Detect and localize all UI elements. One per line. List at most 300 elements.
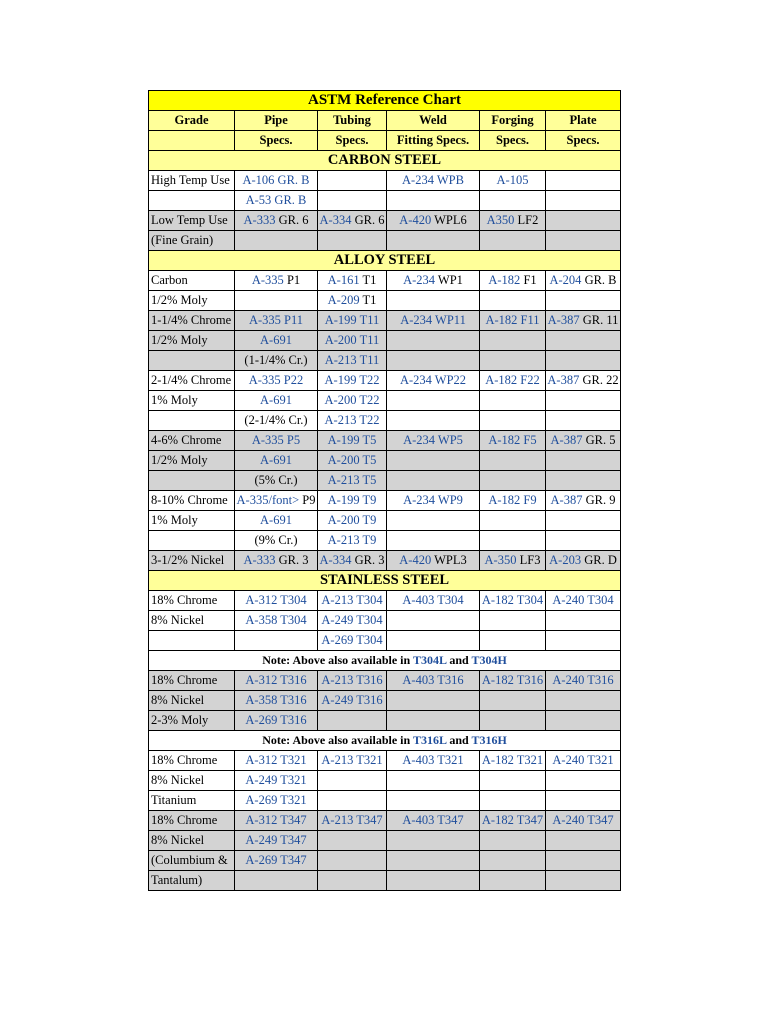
spec-code: A-213 T304 bbox=[321, 593, 383, 607]
cell-tubing bbox=[318, 611, 387, 631]
cell-tubing bbox=[318, 831, 387, 851]
cell-grade bbox=[149, 231, 235, 251]
cell-weld bbox=[387, 471, 480, 491]
grade-label: 18% Chrome bbox=[151, 813, 218, 827]
cell-forging bbox=[480, 551, 546, 571]
header-grade: Grade bbox=[149, 111, 235, 131]
spec-code: A-106 GR. B bbox=[242, 173, 310, 187]
note-grade: T316H bbox=[471, 733, 507, 747]
table-row bbox=[149, 191, 621, 211]
cell-grade bbox=[149, 271, 235, 291]
spec-suffix: LF2 bbox=[514, 213, 539, 227]
cell-grade bbox=[149, 611, 235, 631]
cell-forging bbox=[480, 511, 546, 531]
cell-tubing bbox=[318, 231, 387, 251]
note-label: Note: Above also available in bbox=[262, 733, 413, 747]
cell-grade bbox=[149, 671, 235, 691]
cell-weld bbox=[387, 851, 480, 871]
spec-code: A-209 bbox=[327, 293, 360, 307]
cell-weld bbox=[387, 831, 480, 851]
spec-code: A-182 F22 bbox=[485, 373, 540, 387]
grade-label: 8-10% Chrome bbox=[151, 493, 228, 507]
cell-plate bbox=[546, 711, 621, 731]
spec-code: A-334 bbox=[319, 213, 352, 227]
grade-label: 1-1/4% Chrome bbox=[151, 313, 232, 327]
cell-pipe bbox=[235, 291, 318, 311]
spec-code: A-249 T321 bbox=[245, 773, 307, 787]
table-row bbox=[149, 471, 621, 491]
cell-weld bbox=[387, 711, 480, 731]
cell-pipe bbox=[235, 471, 318, 491]
header-forging: Forging bbox=[480, 111, 546, 131]
table-row bbox=[149, 531, 621, 551]
cell-weld bbox=[387, 431, 480, 451]
spec-code: A-213 T321 bbox=[321, 753, 383, 767]
cell-plate bbox=[546, 671, 621, 691]
table-row bbox=[149, 671, 621, 691]
spec-code: A-335 bbox=[251, 273, 284, 287]
cell-forging bbox=[480, 811, 546, 831]
spec-suffix: GR. 11 bbox=[579, 313, 619, 327]
cell-forging bbox=[480, 531, 546, 551]
spec-code: A-199 T11 bbox=[324, 313, 380, 327]
chart-body bbox=[149, 91, 621, 891]
cell-weld bbox=[387, 531, 480, 551]
cell-forging bbox=[480, 391, 546, 411]
section-header-row bbox=[149, 571, 621, 591]
spec-code: A-387 bbox=[550, 433, 583, 447]
cell-pipe bbox=[235, 831, 318, 851]
grade-label: 2-3% Moly bbox=[151, 713, 209, 727]
spec-code: A-200 T5 bbox=[327, 453, 377, 467]
header-plate: Plate bbox=[546, 111, 621, 131]
note-grade: T316L bbox=[412, 733, 447, 747]
cell-plate bbox=[546, 871, 621, 891]
grade-label: 8% Nickel bbox=[151, 833, 205, 847]
spec-code: A-312 T316 bbox=[245, 673, 307, 687]
spec-suffix: GR. 6 bbox=[275, 213, 309, 227]
grade-label: 8% Nickel bbox=[151, 613, 205, 627]
cell-weld bbox=[387, 551, 480, 571]
spec-suffix: T1 bbox=[359, 273, 377, 287]
spec-code: A-182 T316 bbox=[481, 673, 544, 687]
cell-grade bbox=[149, 691, 235, 711]
grade-label: Titanium bbox=[151, 793, 197, 807]
cell-weld bbox=[387, 751, 480, 771]
cell-plate bbox=[546, 411, 621, 431]
spec-suffix: GR. 6 bbox=[351, 213, 385, 227]
cell-weld bbox=[387, 391, 480, 411]
cell-tubing bbox=[318, 591, 387, 611]
cell-forging bbox=[480, 611, 546, 631]
grade-label: Tantalum) bbox=[151, 873, 203, 887]
spec-code: A-234 bbox=[403, 273, 436, 287]
header-tubing-sub: Specs. bbox=[318, 131, 387, 151]
cell-weld bbox=[387, 611, 480, 631]
cell-forging bbox=[480, 751, 546, 771]
spec-code: A-691 bbox=[260, 333, 292, 347]
grade-label: 1/2% Moly bbox=[151, 453, 208, 467]
cell-plate bbox=[546, 771, 621, 791]
spec-suffix: WP1 bbox=[435, 273, 463, 287]
cell-plate bbox=[546, 371, 621, 391]
cell-forging bbox=[480, 431, 546, 451]
cell-pipe bbox=[235, 511, 318, 531]
cell-forging bbox=[480, 231, 546, 251]
cell-grade bbox=[149, 591, 235, 611]
cell-weld bbox=[387, 351, 480, 371]
cell-forging bbox=[480, 591, 546, 611]
spec-code: A-199 T22 bbox=[324, 373, 380, 387]
header-row-2 bbox=[149, 131, 621, 151]
cell-grade bbox=[149, 511, 235, 531]
cell-forging bbox=[480, 851, 546, 871]
spec-code: A-213 T5 bbox=[327, 473, 377, 487]
cell-forging bbox=[480, 351, 546, 371]
section-title: STAINLESS STEEL bbox=[149, 571, 621, 591]
cell-forging bbox=[480, 271, 546, 291]
cell-grade bbox=[149, 631, 235, 651]
spec-code: A-387 bbox=[550, 493, 583, 507]
cell-weld bbox=[387, 411, 480, 431]
cell-tubing bbox=[318, 451, 387, 471]
cell-tubing bbox=[318, 311, 387, 331]
cell-forging bbox=[480, 411, 546, 431]
table-row bbox=[149, 691, 621, 711]
cell-tubing bbox=[318, 791, 387, 811]
cell-tubing bbox=[318, 531, 387, 551]
spec-suffix: GR. 3 bbox=[351, 553, 385, 567]
spec-code: A-334 bbox=[319, 553, 352, 567]
cell-forging bbox=[480, 211, 546, 231]
cell-weld bbox=[387, 451, 480, 471]
cell-pipe bbox=[235, 771, 318, 791]
cell-pipe bbox=[235, 431, 318, 451]
cell-plate bbox=[546, 311, 621, 331]
spec-code: A-234 WP22 bbox=[399, 373, 467, 387]
spec-suffix: GR. D bbox=[581, 553, 617, 567]
table-row bbox=[149, 351, 621, 371]
cell-tubing bbox=[318, 371, 387, 391]
grade-label: (Columbium & bbox=[151, 853, 228, 867]
grade-label: Low Temp Use bbox=[151, 213, 228, 227]
cell-forging bbox=[480, 871, 546, 891]
cell-plate bbox=[546, 191, 621, 211]
cell-tubing bbox=[318, 851, 387, 871]
cell-weld bbox=[387, 771, 480, 791]
cell-plate bbox=[546, 511, 621, 531]
cell-pipe bbox=[235, 811, 318, 831]
table-row bbox=[149, 811, 621, 831]
cell-weld bbox=[387, 511, 480, 531]
spec-code: A-335 P22 bbox=[248, 373, 304, 387]
note-label: and bbox=[446, 733, 472, 747]
spec-code: A-249 T316 bbox=[321, 693, 383, 707]
spec-code: A350 bbox=[486, 213, 515, 227]
cell-pipe bbox=[235, 211, 318, 231]
spec-code: A-199 T9 bbox=[327, 493, 377, 507]
spec-code: A-249 T347 bbox=[245, 833, 307, 847]
spec-code: A-182 F11 bbox=[485, 313, 540, 327]
spec-code: A-269 T316 bbox=[245, 713, 307, 727]
cell-pipe bbox=[235, 271, 318, 291]
cell-grade bbox=[149, 451, 235, 471]
cell-grade bbox=[149, 871, 235, 891]
note-label: Note: Above also available in bbox=[262, 653, 413, 667]
cell-tubing bbox=[318, 271, 387, 291]
cell-plate bbox=[546, 611, 621, 631]
note-text bbox=[149, 731, 621, 751]
cell-forging bbox=[480, 471, 546, 491]
cell-tubing bbox=[318, 471, 387, 491]
cell-forging bbox=[480, 691, 546, 711]
section-header-row bbox=[149, 251, 621, 271]
table-row bbox=[149, 771, 621, 791]
section-title: ALLOY STEEL bbox=[149, 251, 621, 271]
cell-plate bbox=[546, 851, 621, 871]
grade-label: 4-6% Chrome bbox=[151, 433, 222, 447]
spec-code: A-403 T321 bbox=[402, 753, 464, 767]
cell-plate bbox=[546, 831, 621, 851]
spec-suffix: P9 bbox=[299, 493, 316, 507]
header-pipe: Pipe bbox=[235, 111, 318, 131]
header-plate-sub: Specs. bbox=[546, 131, 621, 151]
cell-grade bbox=[149, 551, 235, 571]
cell-tubing bbox=[318, 691, 387, 711]
spec-code: A-240 T347 bbox=[552, 813, 614, 827]
cell-forging bbox=[480, 671, 546, 691]
cell-pipe bbox=[235, 171, 318, 191]
note-grade: T304H bbox=[471, 653, 507, 667]
table-row bbox=[149, 611, 621, 631]
cell-plate bbox=[546, 491, 621, 511]
cell-tubing bbox=[318, 291, 387, 311]
cell-forging bbox=[480, 451, 546, 471]
table-row bbox=[149, 331, 621, 351]
spec-code: A-312 T347 bbox=[245, 813, 307, 827]
table-row bbox=[149, 291, 621, 311]
grade-label: 18% Chrome bbox=[151, 673, 218, 687]
cell-grade bbox=[149, 711, 235, 731]
header-forging-sub: Specs. bbox=[480, 131, 546, 151]
spec-code: A-358 T304 bbox=[245, 613, 307, 627]
note-row bbox=[149, 651, 621, 671]
cell-grade bbox=[149, 811, 235, 831]
spec-code: A-333 bbox=[243, 213, 276, 227]
spec-suffix: LF3 bbox=[516, 553, 541, 567]
cell-plate bbox=[546, 531, 621, 551]
spec-code: A-335 P11 bbox=[248, 313, 304, 327]
cell-pipe bbox=[235, 411, 318, 431]
cell-pipe bbox=[235, 751, 318, 771]
cell-forging bbox=[480, 171, 546, 191]
cell-tubing bbox=[318, 411, 387, 431]
table-row bbox=[149, 271, 621, 291]
note-row bbox=[149, 731, 621, 751]
cell-plate bbox=[546, 551, 621, 571]
table-row bbox=[149, 851, 621, 871]
note-grade: T304L bbox=[412, 653, 447, 667]
spec-code: A-213 T316 bbox=[321, 673, 383, 687]
cell-pipe bbox=[235, 451, 318, 471]
cell-plate bbox=[546, 351, 621, 371]
spec-code: A-234 WP9 bbox=[403, 493, 463, 507]
spec-code: A-387 bbox=[547, 313, 580, 327]
cell-grade bbox=[149, 211, 235, 231]
cell-weld bbox=[387, 491, 480, 511]
cell-weld bbox=[387, 791, 480, 811]
spec-code: A-335 P5 bbox=[251, 433, 301, 447]
table-row bbox=[149, 171, 621, 191]
spec-suffix: GR. 22 bbox=[579, 373, 619, 387]
spec-code: A-312 T321 bbox=[245, 753, 307, 767]
header-grade-sub bbox=[149, 131, 235, 151]
cell-forging bbox=[480, 491, 546, 511]
cell-weld bbox=[387, 691, 480, 711]
cell-plate bbox=[546, 431, 621, 451]
cell-weld bbox=[387, 311, 480, 331]
cell-forging bbox=[480, 831, 546, 851]
cell-plate bbox=[546, 211, 621, 231]
cell-forging bbox=[480, 371, 546, 391]
astm-reference-chart bbox=[148, 90, 621, 891]
spec-suffix: (5% Cr.) bbox=[254, 473, 298, 487]
cell-pipe bbox=[235, 351, 318, 371]
spec-code: A-234 WPB bbox=[402, 173, 464, 187]
spec-suffix: F1 bbox=[520, 273, 537, 287]
cell-tubing bbox=[318, 811, 387, 831]
spec-code: A-249 T304 bbox=[321, 613, 383, 627]
spec-suffix: (1-1/4% Cr.) bbox=[244, 353, 308, 367]
cell-weld bbox=[387, 811, 480, 831]
spec-code: A-182 F5 bbox=[488, 433, 537, 447]
spec-code: A-200 T22 bbox=[324, 393, 380, 407]
cell-pipe bbox=[235, 191, 318, 211]
spec-suffix: (2-1/4% Cr.) bbox=[244, 413, 308, 427]
spec-code: A-200 T11 bbox=[324, 333, 380, 347]
cell-grade bbox=[149, 431, 235, 451]
cell-tubing bbox=[318, 511, 387, 531]
spec-suffix: GR. B bbox=[581, 273, 617, 287]
table-row bbox=[149, 831, 621, 851]
cell-grade bbox=[149, 771, 235, 791]
spec-suffix: WPL3 bbox=[431, 553, 467, 567]
spec-code: A-182 T347 bbox=[481, 813, 544, 827]
spec-code: A-269 T347 bbox=[245, 853, 307, 867]
section-title: CARBON STEEL bbox=[149, 151, 621, 171]
cell-weld bbox=[387, 331, 480, 351]
cell-grade bbox=[149, 411, 235, 431]
grade-label: 1/2% Moly bbox=[151, 333, 208, 347]
spec-code: A-182 T304 bbox=[481, 593, 544, 607]
spec-code: A-350 bbox=[484, 553, 517, 567]
spec-code: A-403 T347 bbox=[402, 813, 464, 827]
cell-plate bbox=[546, 271, 621, 291]
spec-code: A-203 bbox=[549, 553, 582, 567]
cell-grade bbox=[149, 351, 235, 371]
table-row bbox=[149, 751, 621, 771]
cell-plate bbox=[546, 631, 621, 651]
cell-plate bbox=[546, 791, 621, 811]
grade-label: High Temp Use bbox=[151, 173, 230, 187]
spec-code: A-204 bbox=[549, 273, 582, 287]
chart-title: ASTM Reference Chart bbox=[149, 91, 621, 111]
spec-code: A-240 T316 bbox=[552, 673, 614, 687]
table-row bbox=[149, 391, 621, 411]
cell-tubing bbox=[318, 871, 387, 891]
grade-label: 8% Nickel bbox=[151, 773, 205, 787]
cell-weld bbox=[387, 671, 480, 691]
cell-plate bbox=[546, 331, 621, 351]
spec-code: A-333 bbox=[243, 553, 276, 567]
grade-label: 2-1/4% Chrome bbox=[151, 373, 232, 387]
cell-pipe bbox=[235, 871, 318, 891]
spec-suffix: WPL6 bbox=[431, 213, 467, 227]
cell-forging bbox=[480, 191, 546, 211]
cell-pipe bbox=[235, 631, 318, 651]
cell-pipe bbox=[235, 491, 318, 511]
cell-weld bbox=[387, 371, 480, 391]
cell-weld bbox=[387, 631, 480, 651]
cell-weld bbox=[387, 591, 480, 611]
table-row bbox=[149, 491, 621, 511]
table-row bbox=[149, 791, 621, 811]
spec-code: A-161 bbox=[327, 273, 360, 287]
cell-weld bbox=[387, 171, 480, 191]
cell-plate bbox=[546, 451, 621, 471]
grade-label: 8% Nickel bbox=[151, 693, 205, 707]
cell-weld bbox=[387, 211, 480, 231]
spec-code: A-420 bbox=[399, 213, 432, 227]
note-label: and bbox=[446, 653, 472, 667]
spec-code: A-234 WP5 bbox=[403, 433, 463, 447]
grade-label: (Fine Grain) bbox=[151, 233, 214, 247]
cell-pipe bbox=[235, 611, 318, 631]
spec-code: A-312 T304 bbox=[245, 593, 307, 607]
table-row bbox=[149, 871, 621, 891]
cell-grade bbox=[149, 791, 235, 811]
cell-pipe bbox=[235, 671, 318, 691]
header-tubing: Tubing bbox=[318, 111, 387, 131]
grade-label: Carbon bbox=[151, 273, 188, 287]
cell-pipe bbox=[235, 311, 318, 331]
cell-tubing bbox=[318, 771, 387, 791]
spec-code: A-182 F9 bbox=[488, 493, 537, 507]
note-text bbox=[149, 651, 621, 671]
spec-code: A-213 T11 bbox=[324, 353, 380, 367]
grade-label: 18% Chrome bbox=[151, 593, 218, 607]
table-row bbox=[149, 631, 621, 651]
cell-pipe bbox=[235, 851, 318, 871]
cell-pipe bbox=[235, 231, 318, 251]
cell-forging bbox=[480, 711, 546, 731]
cell-forging bbox=[480, 791, 546, 811]
table-row bbox=[149, 711, 621, 731]
spec-code: A-403 T304 bbox=[402, 593, 464, 607]
spec-code: A-213 T22 bbox=[324, 413, 380, 427]
spec-code: A-53 GR. B bbox=[245, 193, 307, 207]
spec-code: A-182 T321 bbox=[481, 753, 544, 767]
table-row bbox=[149, 591, 621, 611]
cell-grade bbox=[149, 311, 235, 331]
cell-tubing bbox=[318, 671, 387, 691]
cell-pipe bbox=[235, 531, 318, 551]
spec-code: A-213 T347 bbox=[321, 813, 383, 827]
cell-tubing bbox=[318, 351, 387, 371]
header-pipe-sub: Specs. bbox=[235, 131, 318, 151]
spec-suffix: T1 bbox=[359, 293, 377, 307]
cell-tubing bbox=[318, 331, 387, 351]
